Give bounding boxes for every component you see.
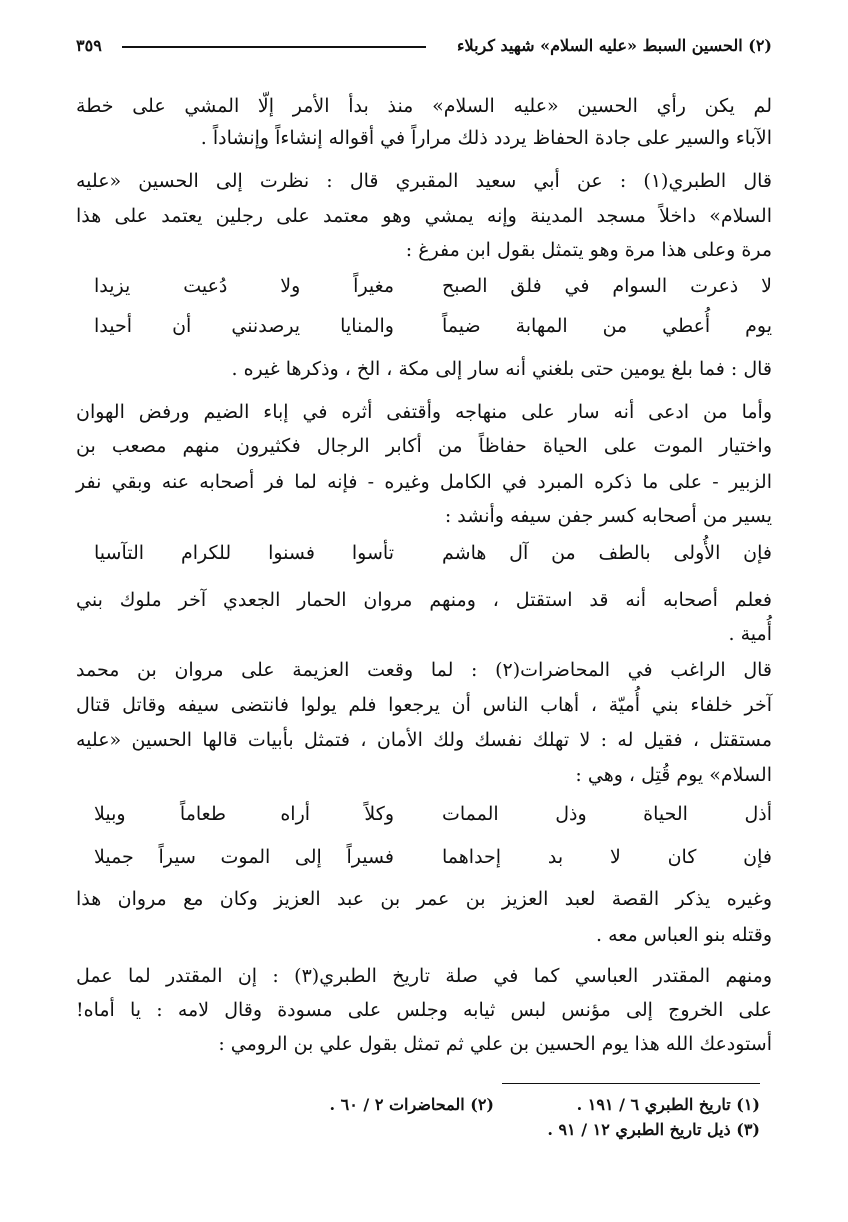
header-rule [122,46,426,48]
running-header [76,30,772,58]
verse-hemistich: والمنايا يرصدنني أن أحيدا [94,315,394,337]
footnote: (١) تاريخ الطبري ٦ / ١٩١ . [576,1095,760,1114]
footnote: (٣) ذيل تاريخ الطبري ١٢ / ٩١ . [547,1120,760,1139]
verse-hemistich: فإن الأُولى بالطف من آل هاشم [442,542,772,564]
text-line: الزبير - على ما ذكره المبرد في الكامل وغيره - فإنه لما فر أصحابه عنه وبقي نفر [76,471,772,493]
footnote: (٢) المحاضرات ٢ / ٦٠ . [329,1095,494,1114]
text-line: أُمية . [728,623,772,645]
text-line: على الخروج إلى مؤنس لبس ثيابه وجلس على مسودة وقال لامه : يا أماه! [76,999,772,1021]
text-line: الآباء والسير على جادة الحفاظ يردد ذلك مراراً في أقواله إنشاءاً وإنشاداً . [200,127,772,149]
text-line: ومنهم المقتدر العباسي كما في صلة تاريخ الطبري(٣) : إن المقتدر لما عمل [76,965,772,987]
text-line: قال : فما بلغ يومين حتى بلغني أنه سار إلى مكة ، الخ ، وذكرها غيره . [231,358,772,380]
text-line: واختيار الموت على الحياة حفاظاً من أكابر الرجال فكثيرون منهم مصعب بن [76,435,772,457]
text-line: قال الطبري(١) : عن أبي سعيد المقبري قال : نظرت إلى الحسين «عليه [76,170,773,192]
verse-hemistich: يوم أُعطي من المهابة ضيماً [442,315,772,337]
text-line: فعلم أصحابه أنه قد استقتل ، ومنهم مروان الحمار الجعدي آخر ملوك بني [76,589,772,611]
verse-hemistich: وكلاً أراه طعاماً وبيلا [94,803,394,825]
text-line: لم يكن رأي الحسين «عليه السلام» منذ بدأ الأمر إلّا المشي على خطة [76,95,772,117]
verse-hemistich: فإن كان لا بد إحداهما [442,846,772,868]
text-line: وقتله بنو العباس معه . [596,924,772,946]
text-line: وغيره يذكر القصة لعبد العزيز بن عمر بن عبد العزيز وكان مع مروان هذا [76,888,772,910]
chapter-title: (٢) الحسين السبط «عليه السلام» شهيد كربلاء [457,36,772,55]
verse-hemistich: مغيراً ولا دُعيت يزيدا [94,275,394,297]
verse-hemistich: أذل الحياة وذل الممات [442,803,772,825]
text-line: السلام» يوم قُتِل ، وهي : [575,764,772,786]
text-line: وأما من ادعى أنه سار على منهاجه وأقتفى أثره في إباء الضيم ورفض الهوان [76,401,772,423]
verse-hemistich: فسيراً إلى الموت سيراً جميلا [94,846,394,868]
text-line: قال الراغب في المحاضرات(٢) : لما وقعت العزيمة على مروان بن محمد [76,659,772,681]
footnote-rule [502,1083,760,1084]
text-line: أستودعك الله هذا يوم الحسين بن علي ثم تمثل بقول علي بن الرومي : [218,1033,772,1055]
verse-hemistich: تأسوا فسنوا للكرام التآسيا [94,542,394,564]
text-line: مرة وعلى هذا مرة وهو يتمثل بقول ابن مفرغ : [405,239,772,261]
page-number: ٣٥٩ [76,36,102,55]
text-line: مستقتل ، فقيل له : لا تهلك نفسك ولك الأمان ، فتمثل بأبيات قالها الحسين «عليه [76,729,772,751]
text-line: آخر خلفاء بني أُميّة ، أهاب الناس أن يرجعوا فلم يولوا فانتضى سيفه وقاتل قتال [76,694,772,716]
verse-hemistich: لا ذعرت السوام في فلق الصبح [442,275,772,297]
text-line: يسير من أصحابه كسر جفن سيفه وأنشد : [444,505,772,527]
text-line: السلام» داخلاً مسجد المدينة وإنه يمشي وهو معتمد على رجلين يعتمد على هذا [76,205,772,227]
